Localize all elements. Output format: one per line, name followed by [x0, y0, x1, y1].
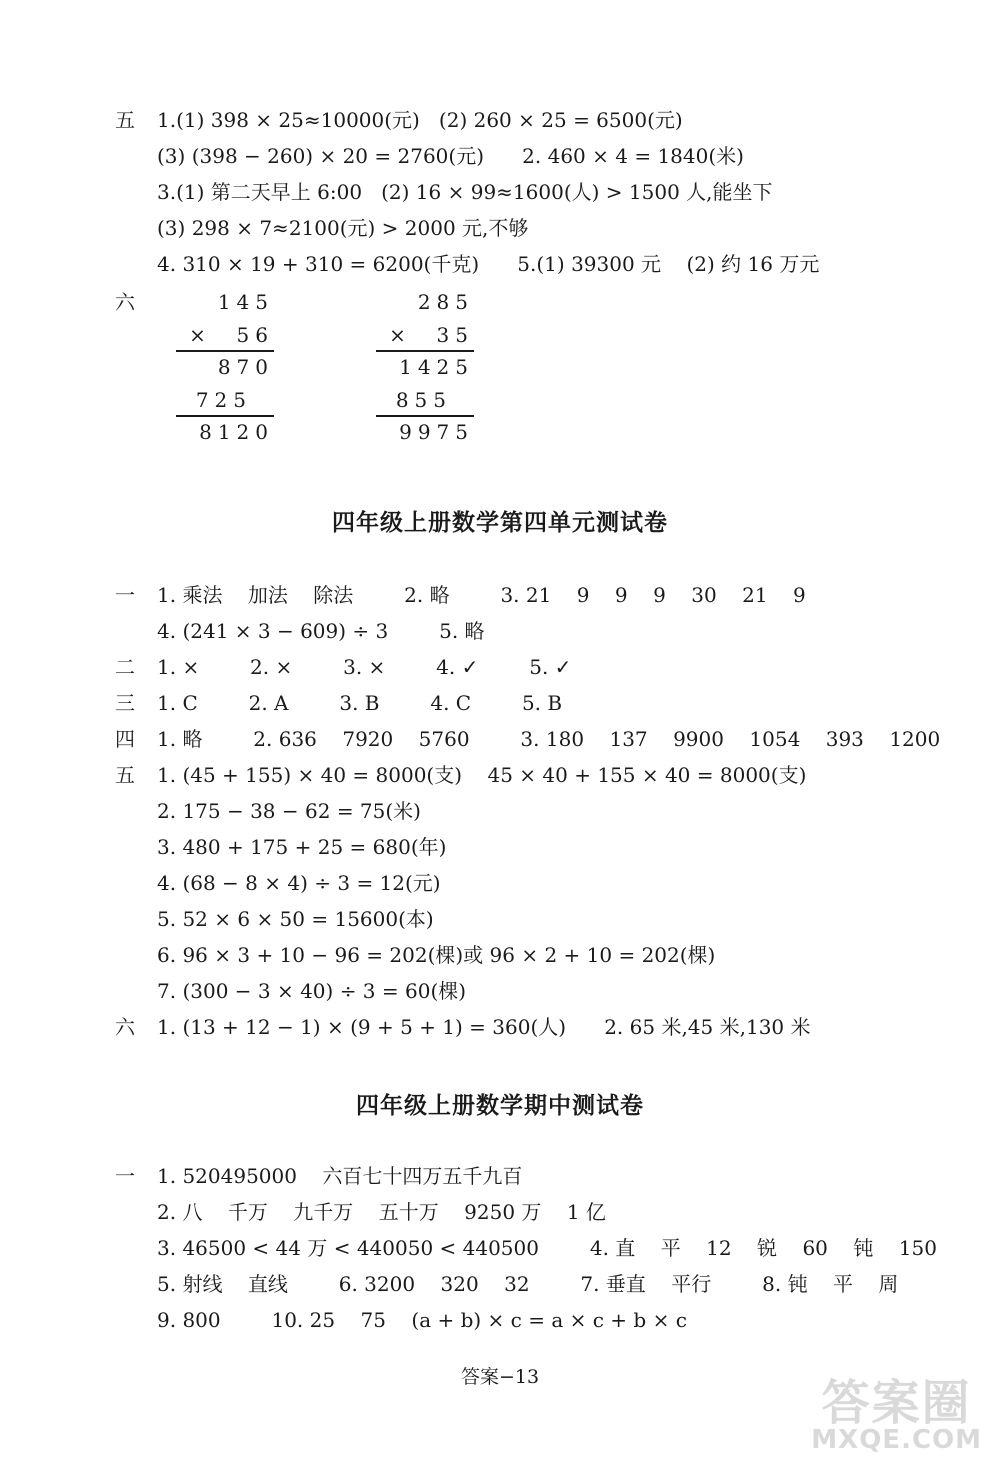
answer-line: 3. 46500 < 44 万 < 440050 < 440500 4. 直 平 12 锐 60 钝 150	[157, 1236, 937, 1260]
answer-line: 2. 175 − 38 − 62 = 75(米)	[157, 799, 421, 823]
product: 8120	[199, 420, 274, 444]
calc-rule	[376, 415, 474, 417]
section-label: 一	[115, 583, 135, 607]
multiplicand: 285	[417, 290, 474, 314]
multiplier: × 35	[389, 323, 474, 347]
partial-product: 855	[395, 388, 452, 412]
calc-rule	[176, 415, 274, 417]
product: 9975	[399, 420, 474, 444]
answer-line: 1. C 2. A 3. B 4. C 5. B	[157, 691, 563, 715]
page-number: 答案−13	[460, 1366, 540, 1388]
watermark-logo	[811, 1375, 982, 1455]
answer-line: 3. 480 + 175 + 25 = 680(年)	[157, 835, 447, 859]
answer-line: 4. (241 × 3 − 609) ÷ 3 5. 略	[157, 619, 485, 643]
calc-rule	[176, 350, 274, 352]
section-label: 五	[115, 763, 135, 787]
section-label: 一	[115, 1164, 135, 1188]
answer-line: 1.(1) 398 × 25≈10000(元) (2) 260 × 25 = 6500(元)	[157, 108, 683, 132]
section-label: 三	[115, 691, 135, 715]
answer-line: 1. (45 + 155) × 40 = 8000(支) 45 × 40 + 155 × 40 = 8000(支)	[157, 763, 807, 787]
section-label: 二	[115, 655, 135, 679]
answer-line: 5. 52 × 6 × 50 = 15600(本)	[157, 907, 434, 931]
answer-line: 1. 略 2. 636 7920 5760 3. 180 137 9900 1054 393 1200	[157, 727, 941, 751]
answer-line: 1. 乘法 加法 除法 2. 略 3. 21 9 9 9 30 21 9	[157, 583, 806, 607]
section-label: 六	[115, 1015, 135, 1039]
answer-line: (3) 298 × 7≈2100(元) > 2000 元,不够	[157, 216, 529, 240]
answer-line: 5. 射线 直线 6. 3200 320 32 7. 垂直 平行 8. 钝 平 周	[157, 1272, 899, 1296]
multiplier: × 56	[189, 323, 274, 347]
calc-rule	[376, 350, 474, 352]
answer-line: 1. (13 + 12 − 1) × (9 + 5 + 1) = 360(人) 2. 65 米,45 米,130 米	[157, 1015, 811, 1039]
partial-product: 725	[195, 388, 252, 412]
answer-line: 1. × 2. × 3. × 4. ✓ 5. ✓	[157, 655, 572, 679]
answer-line: 2. 八 千万 九千万 五十万 9250 万 1 亿	[157, 1200, 606, 1224]
section-label: 四	[115, 727, 135, 751]
answer-line: 6. 96 × 3 + 10 − 96 = 202(棵)或 96 × 2 + 10 = 202(棵)	[157, 943, 716, 967]
section-title: 四年级上册数学第四单元测试卷	[332, 510, 668, 536]
answer-line: 1. 520495000 六百七十四万五千九百	[157, 1164, 523, 1188]
multiplicand: 145	[217, 290, 274, 314]
watermark-url: MXQE.COM	[811, 1425, 982, 1455]
partial-product: 1425	[399, 355, 474, 379]
section-label: 六	[115, 290, 135, 314]
answer-line: 7. (300 − 3 × 40) ÷ 3 = 60(棵)	[157, 979, 467, 1003]
section-label: 五	[115, 108, 135, 132]
answer-line: 4. (68 − 8 × 4) ÷ 3 = 12(元)	[157, 871, 441, 895]
watermark-text: 答案圈	[821, 1375, 972, 1431]
section-title: 四年级上册数学期中测试卷	[356, 1093, 644, 1119]
answer-line: 3.(1) 第二天早上 6:00 (2) 16 × 99≈1600(人) > 1500 人,能坐下	[157, 180, 773, 204]
answer-line: 9. 800 10. 25 75 (a + b) × c = a × c + b × c	[157, 1308, 687, 1332]
answer-line: (3) (398 − 260) × 20 = 2760(元) 2. 460 × 4 = 1840(米)	[157, 144, 744, 168]
answer-line: 4. 310 × 19 + 310 = 6200(千克) 5.(1) 39300 元 (2) 约 16 万元	[157, 252, 820, 276]
partial-product: 870	[217, 355, 274, 379]
